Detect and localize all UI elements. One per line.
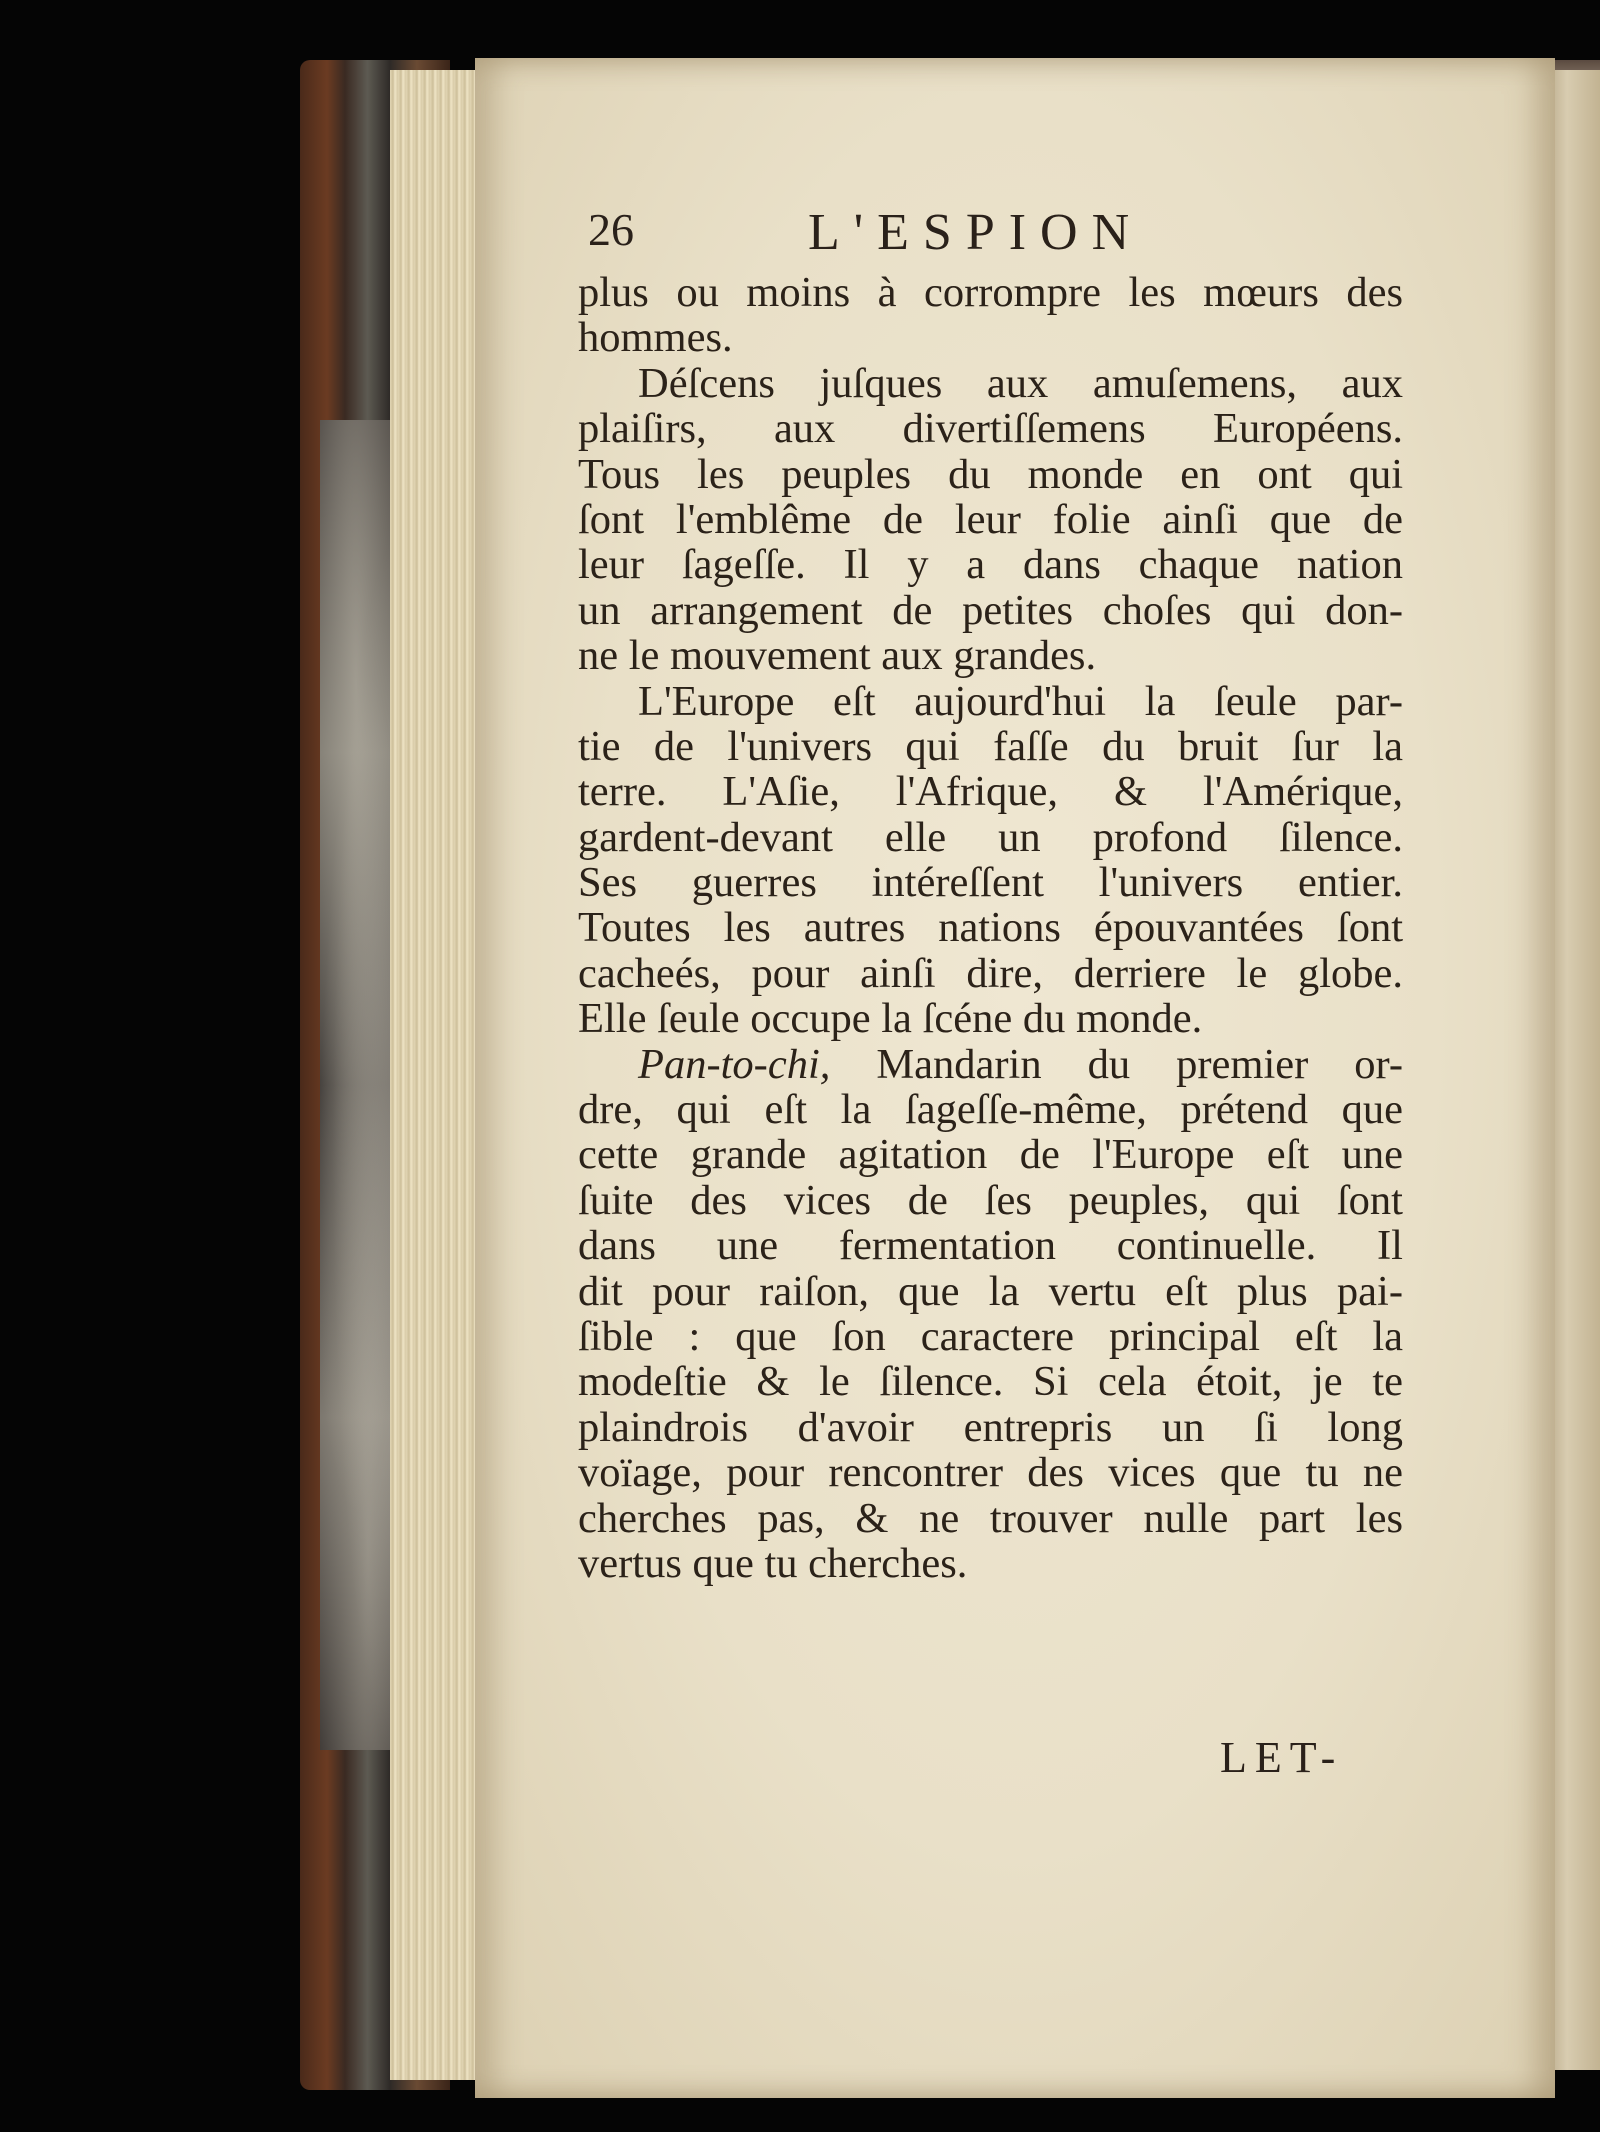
text-line: un arrangement de petites choſes qui don- — [578, 586, 1403, 634]
text-line: ſont l'emblême de leur folie ainſi que de — [578, 495, 1403, 543]
text-line: ſible : que ſon caractere principal eſt la — [578, 1312, 1403, 1360]
page-header — [588, 203, 1228, 273]
text-line: dre, qui eſt la ſageſſe-même, prétend que — [578, 1086, 1403, 1134]
text-line: cherches pas, & ne trouver nulle part les — [578, 1494, 1403, 1542]
text-line: vertus que tu cherches. — [578, 1539, 968, 1587]
text-line: voïage, pour rencontrer des vices que tu ne — [578, 1449, 1403, 1497]
page-edges — [390, 70, 480, 2080]
italic-name: Pan-to-chi, — [638, 1040, 831, 1088]
text-line: Elle ſeule occupe la ſcéne du monde. — [578, 995, 1203, 1043]
page-body — [578, 270, 1403, 1586]
running-title: L'ESPION — [808, 204, 1144, 261]
text-line: tie de l'univers qui faſſe du bruit ſur la — [578, 722, 1403, 770]
text-line: dit pour raiſon, que la vertu eſt plus pai- — [578, 1267, 1403, 1315]
text-line: plus ou moins à corrompre les mœurs des — [578, 269, 1403, 316]
text-line: dans une fermentation continuelle. Il — [578, 1222, 1403, 1270]
text-line: Tous les peuples du monde en ont qui — [578, 450, 1403, 498]
text-line: modeſtie & le ſilence. Si cela étoit, je te — [578, 1358, 1403, 1406]
text-line: L'Europe eſt aujourd'hui la ſeule par- — [638, 677, 1403, 725]
catchword: LET- — [1220, 1733, 1344, 1782]
text-line: leur ſageſſe. Il y a dans chaque nation — [578, 541, 1403, 589]
text-line: ſuite des vices de ſes peuples, qui ſont — [578, 1176, 1403, 1224]
text-line: plaindrois d'avoir entrepris un ſi long — [578, 1403, 1403, 1451]
text-line: terre. L'Aſie, l'Afrique, & l'Amérique, — [578, 768, 1403, 816]
text-line: Ses guerres intéreſſent l'univers entier. — [578, 859, 1403, 907]
text-line: Pan-to-chi, Mandarin du premier or- — [638, 1040, 1403, 1088]
text-line: plaiſirs, aux divertiſſemens Européens. — [578, 405, 1403, 453]
text-line: ne le mouvement aux grandes. — [578, 632, 1097, 680]
text-line: Déſcens juſques aux amuſemens, aux — [638, 359, 1403, 407]
page-number: 26 — [588, 204, 634, 255]
text-line: Toutes les autres nations épouvantées ſont — [578, 904, 1403, 952]
text-line: cacheés, pour ainſi dire, derriere le globe. — [578, 949, 1403, 997]
text-line: hommes. — [578, 314, 733, 362]
text-line: gardent-devant elle un profond ſilence. — [578, 813, 1403, 861]
text-line: cette grande agitation de l'Europe eſt une — [578, 1131, 1403, 1179]
